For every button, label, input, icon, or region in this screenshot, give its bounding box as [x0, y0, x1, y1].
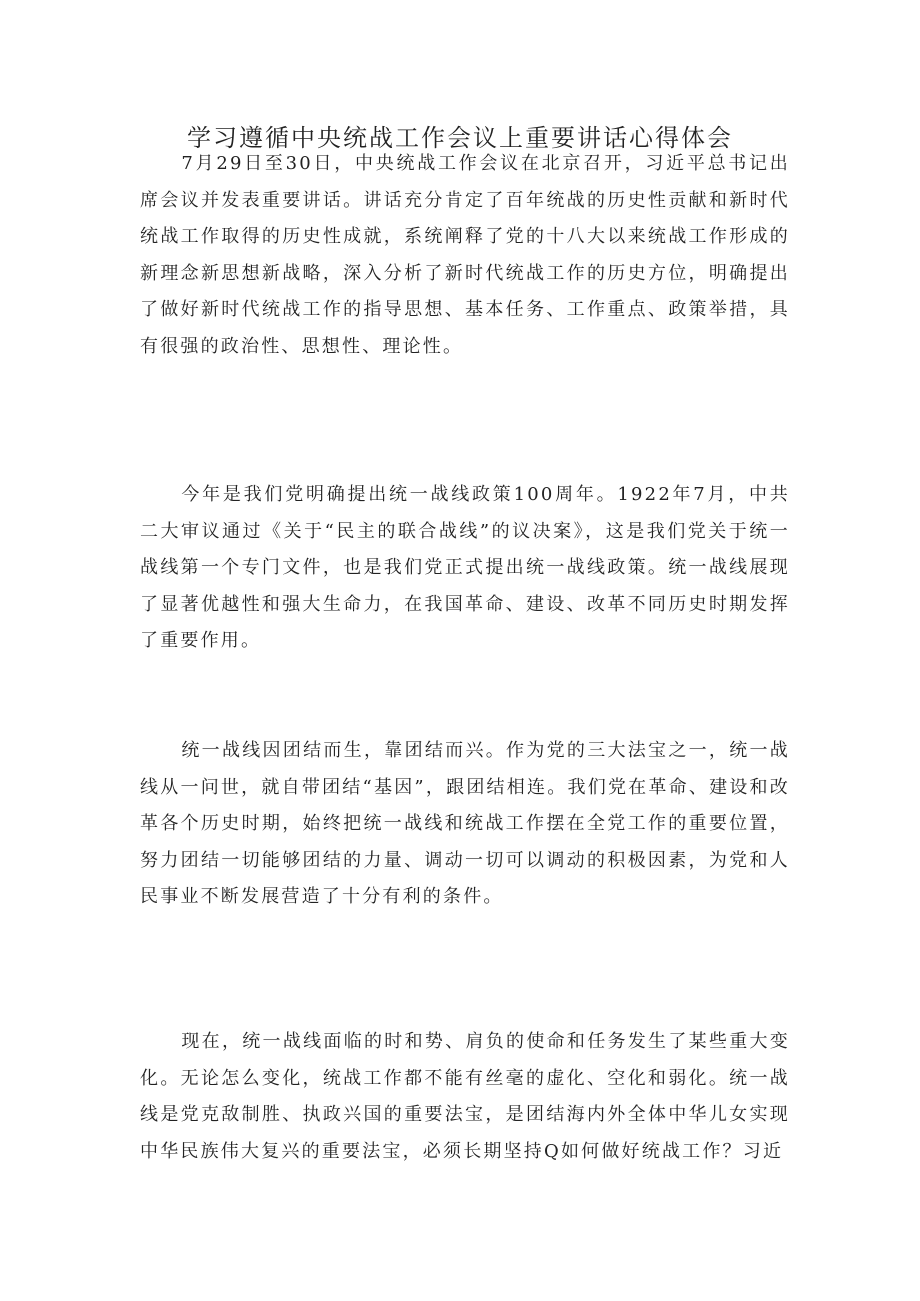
paragraph-2: 今年是我们党明确提出统一战线政策100周年。1922年7月，中共二大审议通过《关于“民主的联合战线”的议决案》，这是我们党关于统一战线第一个专门文件，也是我们党正式提出统一战线政策。统一战线展现了显著优越性和强大生命力，在我国革命、建设、改革不同历史时期发挥了重要作用。: [140, 484, 790, 651]
document-title: 学习遵循中央统战工作会议上重要讲话心得体会: [187, 124, 733, 152]
paragraph-3: 统一战线因团结而生，靠团结而兴。作为党的三大法宝之一，统一战线从一问世，就自带团结“基因”，跟团结相连。我们党在革命、建设和改革各个历史时期，始终把统一战线和统战工作摆在全党工作的重要位置，努力团结一切能够团结的力量、调动一切可以调动的积极因素，为党和人民事业不断发展营造了十分有利的条件。: [140, 740, 790, 907]
paragraph-1: 7月29日至30日，中央统战工作会议在北京召开，习近平总书记出席会议并发表重要讲话。讲话充分肯定了百年统战的历史性贡献和新时代统战工作取得的历史性成就，系统阐释了党的十八大以来统战工作形成的新理念新思想新战略，深入分析了新时代统战工作的历史方位，明确提出了做好新时代统战工作的指导思想、基本任务、工作重点、政策举措，具有很强的政治性、思想性、理论性。: [140, 153, 790, 357]
paragraph-4: 现在，统一战线面临的时和势、肩负的使命和任务发生了某些重大变化。无论怎么变化，统战工作都不能有丝毫的虚化、空化和弱化。统一战线是党克敌制胜、执政兴国的重要法宝，是团结海内外全体中华儿女实现中华民族伟大复兴的重要法宝，必须长期坚持Q如何做好统战工作？习近: [140, 1031, 790, 1162]
